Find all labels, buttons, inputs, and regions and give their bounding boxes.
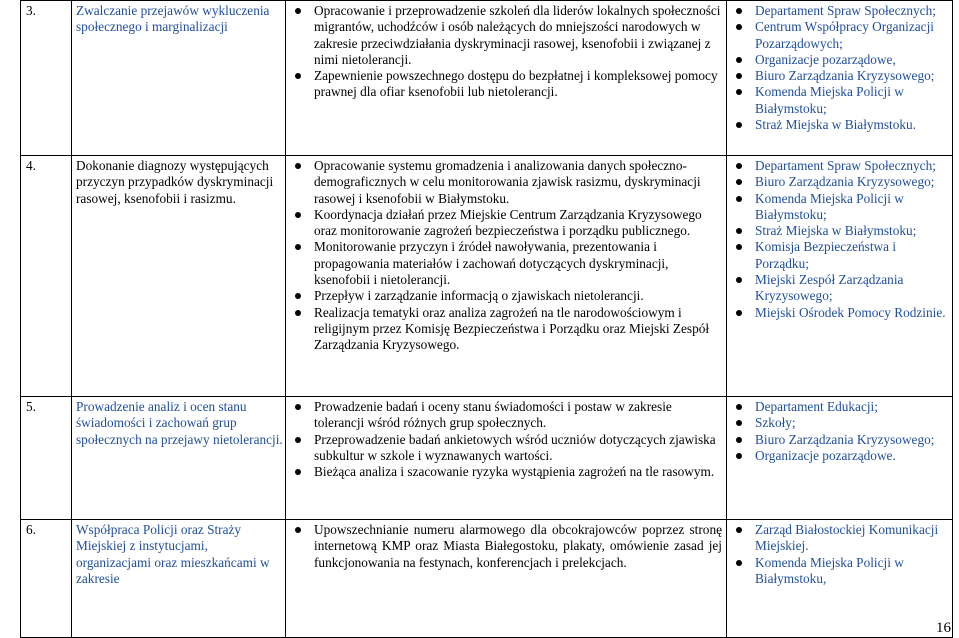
responsible-text: Miejski Zespół Zarządzania Kryzysowego; <box>755 272 904 304</box>
responsible-text: Komenda Miejska Policji w Białymstoku, <box>755 554 904 586</box>
responsible-text: Miejski Ośrodek Pomocy Rodzinie. <box>755 304 946 320</box>
bullet-icon <box>295 293 301 299</box>
responsible-text: Organizacje pozarządowe, <box>755 51 896 67</box>
task-item <box>292 305 722 354</box>
responsible-text: Departament Edukacji; <box>755 399 878 414</box>
bullet-icon <box>736 404 742 410</box>
row-number-cell <box>21 520 72 638</box>
task-item <box>292 399 722 432</box>
responsible-list <box>733 158 950 321</box>
task-text: Monitorowanie przyczyn i źródeł nawoływania, prezentowania i propagowania materiałów i zachowań dotyczących dyskryminacji, ksenofobii i nietolerancji. <box>314 239 669 288</box>
responsible-text: Straż Miejska w Białymstoku; <box>755 223 917 239</box>
goal-cell <box>72 397 286 520</box>
responsible-item <box>733 3 950 19</box>
bullet-icon <box>736 527 742 533</box>
bullet-icon <box>295 527 301 533</box>
responsible-item <box>733 522 950 555</box>
bullet-icon <box>736 122 742 128</box>
responsible-text: Biuro Zarządzania Kryzysowego; <box>755 431 935 447</box>
bullet-icon <box>736 453 742 459</box>
responsible-item <box>733 555 950 588</box>
row-number: 5. <box>26 399 36 414</box>
task-item <box>292 464 722 480</box>
tasks-cell <box>286 156 727 397</box>
responsible-item <box>733 272 950 305</box>
table-row <box>21 1 953 156</box>
task-text: Prowadzenie badań i oceny stanu świadomości i postaw w zakresie tolerancji wśród różnych grup społecznych. <box>314 399 672 431</box>
bullet-icon <box>295 8 301 14</box>
bullet-icon <box>295 404 301 410</box>
task-text: Bieżąca analiza i szacowanie ryzyka wystąpienia zagrożeń na tle rasowym. <box>314 464 715 480</box>
bullet-icon <box>295 310 301 316</box>
bullet-icon <box>295 437 301 443</box>
responsible-item <box>733 239 950 272</box>
bullet-icon <box>736 310 742 316</box>
bullet-icon <box>736 163 742 169</box>
tasks-cell <box>286 1 727 156</box>
bullet-icon <box>736 196 742 202</box>
bullet-icon <box>295 469 301 475</box>
page-number: 16 <box>936 620 951 636</box>
bullet-icon <box>736 437 742 443</box>
responsible-text: Komenda Miejska Policji w Białymstoku; <box>755 84 904 116</box>
bullet-icon <box>295 244 301 250</box>
responsible-text: Departament Spraw Społecznych; <box>755 158 936 173</box>
responsible-text: Centrum Współpracy Organizacji Pozarządowych; <box>755 19 934 51</box>
responsible-item <box>733 52 950 68</box>
bullet-icon <box>736 228 742 234</box>
row-number-cell <box>21 1 72 156</box>
row-number: 4. <box>26 158 36 173</box>
responsible-item <box>733 84 950 117</box>
responsible-item <box>733 68 950 84</box>
responsible-item <box>733 399 950 415</box>
tasks-list <box>292 399 722 480</box>
bullet-icon <box>736 73 742 79</box>
goal-text: Współpraca Policji oraz Straży Miejskiej z instytucjami, organizacjami oraz mieszkańcami w zakresie <box>76 522 270 586</box>
responsible-text: Organizacje pozarządowe. <box>755 447 896 463</box>
responsible-item <box>733 448 950 464</box>
row-number-cell <box>21 397 72 520</box>
tasks-cell <box>286 520 727 638</box>
responsible-text: Straż Miejska w Białymstoku. <box>755 117 917 133</box>
responsible-cell <box>727 397 953 520</box>
row-number: 3. <box>26 3 36 18</box>
table-row <box>21 520 953 638</box>
responsible-item <box>733 415 950 431</box>
table-body <box>21 1 953 638</box>
goal-cell <box>72 156 286 397</box>
task-text: Opracowanie i przeprowadzenie szkoleń dla liderów lokalnych społeczności migrantów, uchodźców i osób należących do mniejszości narodowych w zakresie przeciwdziałania dyskryminacji rasowej, ksenofobii i związanej z nimi nietolerancji. <box>314 3 721 67</box>
task-item <box>292 3 722 68</box>
responsible-cell <box>727 520 953 638</box>
bullet-icon <box>736 420 742 426</box>
tasks-cell <box>286 397 727 520</box>
bullet-icon <box>736 560 742 566</box>
task-item <box>292 158 722 207</box>
responsible-text: Zarząd Białostockiej Komunikacji Miejskiej. <box>755 522 939 554</box>
goal-text: Dokonanie diagnozy występujących przyczyn przypadków dyskryminacji rasowej, ksenofobii i rasizmu. <box>76 158 274 206</box>
responsible-item <box>733 19 950 52</box>
responsible-cell <box>727 1 953 156</box>
task-text: Zapewnienie powszechnego dostępu do bezpłatnej i kompleksowej pomocy prawnej dla ofiar ksenofobii lub nietolerancji. <box>314 68 718 100</box>
bullet-icon <box>736 244 742 250</box>
bullet-icon <box>736 179 742 185</box>
responsible-text: Komenda Miejska Policji w Białymstoku; <box>755 190 904 222</box>
bullet-icon <box>736 8 742 14</box>
responsible-item <box>733 117 950 133</box>
task-item <box>292 68 722 101</box>
task-text: Przeprowadzenie badań ankietowych wśród uczniów dotyczących zjawiska subkultur w szkole i wyznawanych wartości. <box>314 431 716 463</box>
responsible-text: Biuro Zarządzania Kryzysowego; <box>755 174 935 190</box>
task-text: Koordynacja działań przez Miejskie Centrum Zarządzania Kryzysowego oraz monitorowanie zagrożeń bezpieczeństwa i porządku publicznego. <box>314 206 702 239</box>
task-text: Opracowanie systemu gromadzenia i analizowania danych społeczno-demograficznych w celu monitorowania zjawisk rasizmu, dyskryminacji rasowej i ksenofobii w Białymstoku. <box>314 158 701 206</box>
responsible-text: Departament Spraw Społecznych; <box>755 3 936 18</box>
task-item <box>292 288 722 304</box>
bullet-icon <box>295 73 301 79</box>
goal-text: Zwalczanie przejawów wykluczenia społecznego i marginalizacji <box>76 3 270 35</box>
task-text: Upowszechnianie numeru alarmowego dla obcokrajowców poprzez stronę internetową KMP oraz Miasta Białegostoku, plakaty, omówienie zasad jej funkcjonowania na festynach, konferencjach i prelekcjach. <box>314 522 722 570</box>
responsible-list <box>733 522 950 587</box>
goal-cell <box>72 520 286 638</box>
bullet-icon <box>295 212 301 218</box>
tasks-list <box>292 158 722 354</box>
responsible-text: Szkoły; <box>755 415 796 431</box>
bullet-icon <box>736 57 742 63</box>
responsible-text: Komisja Bezpieczeństwa i Porządku; <box>755 239 897 271</box>
goal-text: Prowadzenie analiz i ocen stanu świadomości i zachowań grup społecznych na przejawy nietolerancji. <box>76 399 283 447</box>
responsible-item <box>733 305 950 321</box>
tasks-list <box>292 3 722 101</box>
task-item <box>292 432 722 465</box>
bullet-icon <box>736 24 742 30</box>
responsible-item <box>733 223 950 239</box>
responsible-item <box>733 158 950 174</box>
responsible-item <box>733 432 950 448</box>
table-row <box>21 156 953 397</box>
row-number-cell <box>21 156 72 397</box>
responsible-list <box>733 3 950 133</box>
responsible-item <box>733 174 950 190</box>
task-text: Przepływ i zarządzanie informacją o zjawiskach nietolerancji. <box>314 288 644 304</box>
task-text: Realizacja tematyki oraz analiza zagrożeń na tle narodowościowym i religijnym przez Komisję Bezpieczeństwa i Porządku oraz Miejski Zespół Zarządzania Kryzysowego. <box>314 304 710 353</box>
task-item <box>292 522 722 571</box>
responsible-cell <box>727 156 953 397</box>
responsible-item <box>733 191 950 224</box>
tasks-list <box>292 522 722 571</box>
responsible-text: Biuro Zarządzania Kryzysowego; <box>755 68 935 84</box>
table-row <box>21 397 953 520</box>
responsible-list <box>733 399 950 464</box>
bullet-icon <box>736 89 742 95</box>
row-number: 6. <box>26 522 36 537</box>
bullet-icon <box>295 163 301 169</box>
goal-cell <box>72 1 286 156</box>
action-plan-table <box>20 0 953 638</box>
bullet-icon <box>736 277 742 283</box>
task-item <box>292 239 722 288</box>
task-item <box>292 207 722 240</box>
